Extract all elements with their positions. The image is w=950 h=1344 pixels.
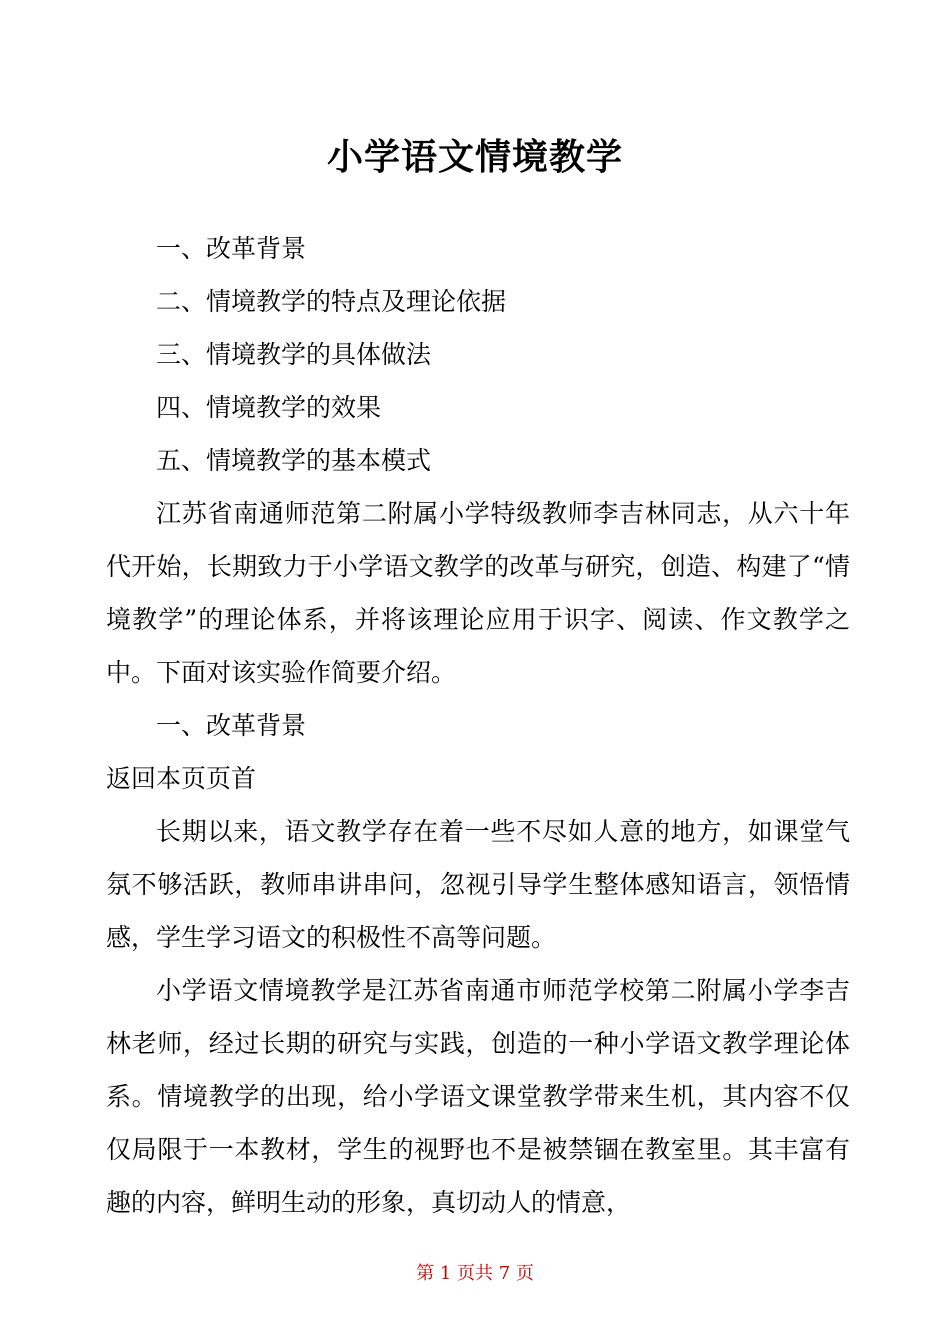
outline-item: 二、情境教学的特点及理论依据 (156, 287, 507, 316)
page-title: 小学语文情境教学 (326, 137, 623, 179)
body-paragraph: 江苏省南通师范第二附属小学特级教师李吉林同志，从六十年代开始，长期致力于小学语文教学的改革与研究，创造、构建了“情境教学”的理论体系，并将该理论应用于识字、阅读、作文教学之中。下面对该实验作简要介绍。 (106, 499, 850, 687)
outline-item: 五、情境教学的基本模式 (156, 446, 432, 475)
section-heading: 一、改革背景 (156, 711, 307, 740)
back-to-top-link[interactable]: 返回本页页首 (106, 764, 257, 793)
body-paragraph: 长期以来，语文教学存在着一些不尽如人意的地方，如课堂气氛不够活跃，教师串讲串问，忽视引导学生整体感知语言，领悟情感，学生学习语文的积极性不高等问题。 (106, 817, 850, 952)
page-footer: 第 1 页共 7 页 (416, 1263, 534, 1284)
outline-item: 一、改革背景 (156, 234, 307, 263)
outline-item: 三、情境教学的具体做法 (156, 340, 432, 369)
body-paragraph: 小学语文情境教学是江苏省南通市师范学校第二附属小学李吉林老师，经过长期的研究与实践，创造的一种小学语文教学理论体系。情境教学的出现，给小学语文课堂教学带来生机，其内容不仅仅局限于一本教材，学生的视野也不是被禁锢在教室里。其丰富有趣的内容，鲜明生动的形象，真切动人的情意， (106, 976, 850, 1217)
outline-item: 四、情境教学的效果 (156, 393, 382, 422)
document-body (106, 222, 850, 1229)
